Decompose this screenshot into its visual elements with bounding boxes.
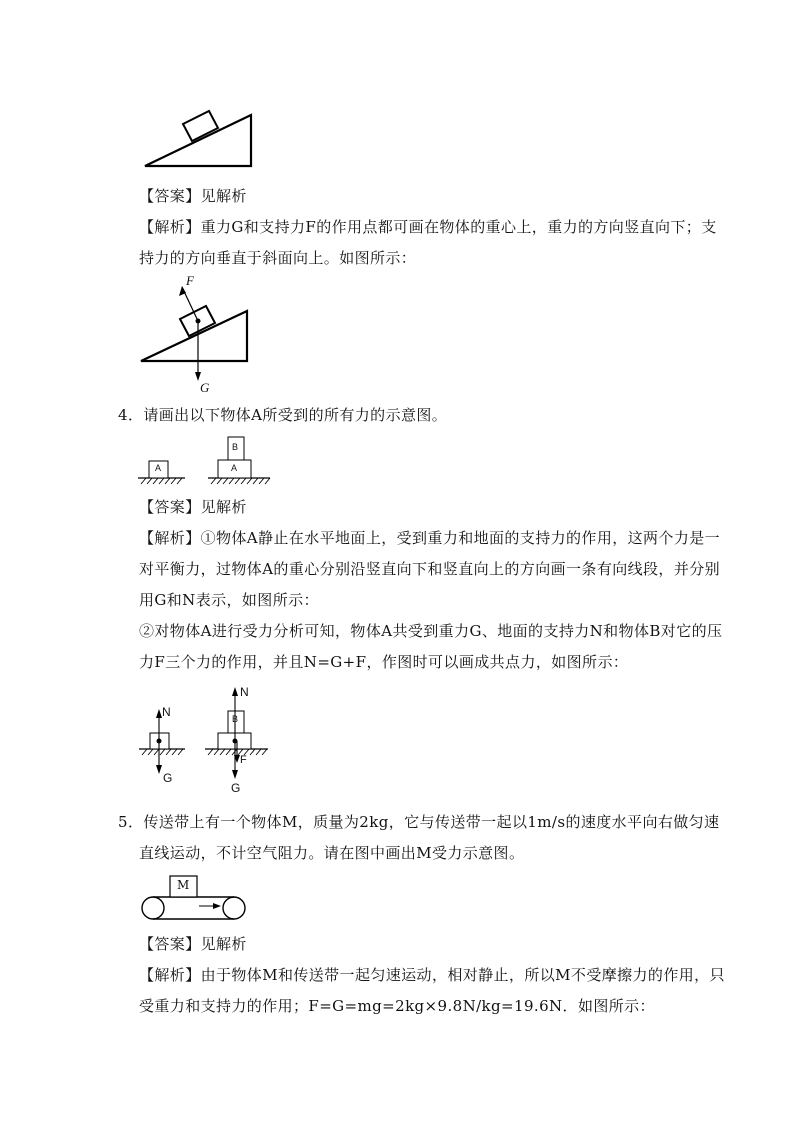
answer-label-q4: 【答案】见解析 <box>139 498 247 516</box>
block-a-label-right: A <box>231 463 238 473</box>
force-label-g-left: G <box>163 771 173 785</box>
block-b-label: B <box>232 442 239 452</box>
force-label-f-right: F <box>240 754 247 766</box>
analysis-q5-line1: 【解析】由于物体M和传送带一起匀速运动，相对静止，所以M不受摩擦力的作用，只 <box>139 966 725 984</box>
question-5-line1: 5．传送带上有一个物体M，质量为2kg，它与传送带一起以1m/s的速度水平向右做匀速 <box>118 813 720 831</box>
analysis-q4-line4: ②对物体A进行受力分析可知，物体A共受到重力G、地面的支持力N和物体B对它的压 <box>139 622 723 640</box>
analysis-q4-line3: 用G和N表示，如图所示： <box>139 591 319 609</box>
force-label-g: G <box>200 380 210 395</box>
analysis-q4-line2: 对平衡力，过物体A的重心分别沿竖直向下和竖直向上的方向画一条有向线段，并分别 <box>139 560 721 578</box>
answer-label-q5: 【答案】见解析 <box>139 935 247 953</box>
analysis-q3-line1: 【解析】重力G和支持力F的作用点都可画在物体的重心上，重力的方向竖直向下；支 <box>139 218 717 236</box>
analysis-q3-line2: 持力的方向垂直于斜面向上。如图所示： <box>139 249 417 267</box>
question-4: 4．请画出以下物体A所受到的所有力的示意图。 <box>118 406 448 424</box>
answer-label-q3: 【答案】见解析 <box>139 187 247 205</box>
analysis-q5-line2: 受重力和支持力的作用；F=G=mg=2kg×9.8N/kg=19.6N．如图所示： <box>139 997 655 1015</box>
force-label-n-left: N <box>162 705 171 719</box>
force-label-g-right: G <box>231 781 241 795</box>
block-m-label: M <box>177 878 190 892</box>
force-label-f: F <box>186 273 194 288</box>
analysis-q4-line5: 力F三个力的作用，并且N=G+F，作图时可以画成共点力，如图所示： <box>139 653 629 671</box>
analysis-q4-line1: 【解析】①物体A静止在水平地面上，受到重力和地面的支持力的作用，这两个力是一 <box>139 529 721 547</box>
block-a-label-left: A <box>155 463 162 473</box>
block-b-label-answer: B <box>232 714 239 724</box>
force-label-n-right: N <box>240 685 249 699</box>
question-5-line2: 直线运动，不计空气阻力。请在图中画出M受力示意图。 <box>139 844 525 862</box>
